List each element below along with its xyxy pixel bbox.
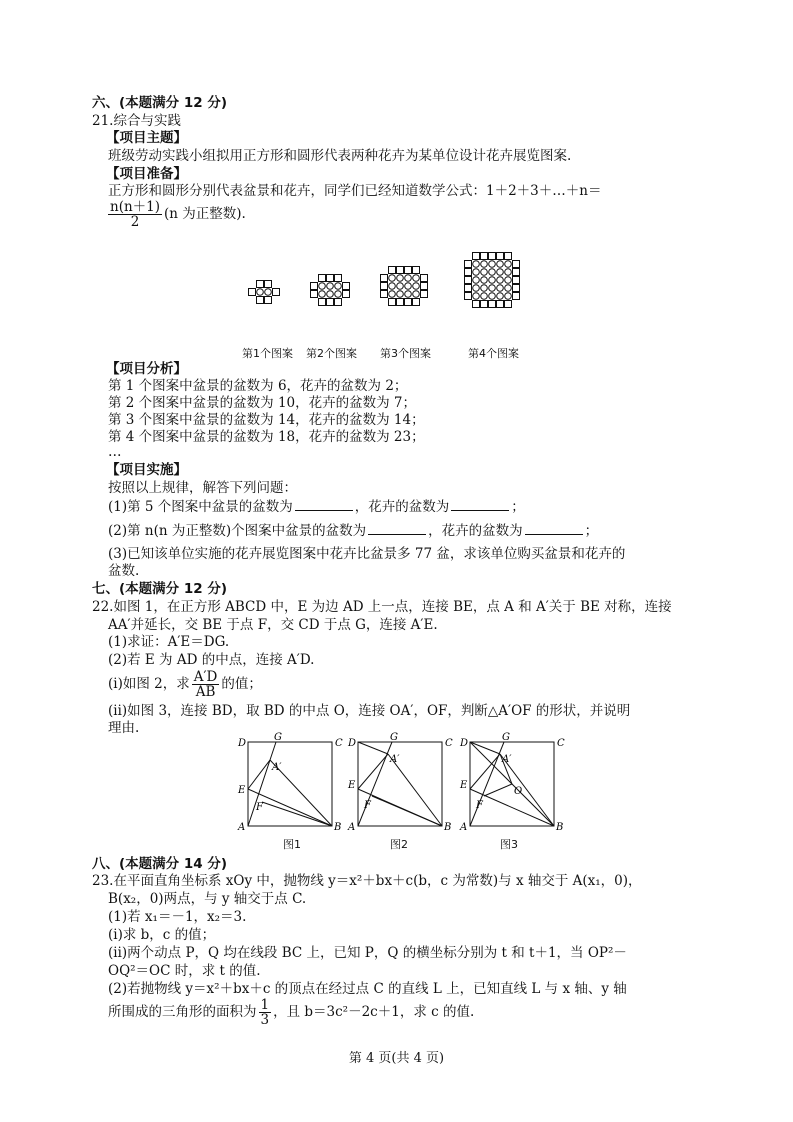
q22-line-3: (1)求证：A′E＝DG. (108, 634, 230, 650)
q22-figure-2-label: 图2 (390, 838, 408, 851)
section-six-heading: 六、(本题满分 12 分) (92, 95, 228, 111)
potted-plant-square (513, 261, 520, 268)
flower-circle (497, 269, 504, 276)
fig1-label-D: D (238, 738, 247, 749)
fig3-label-O: O (514, 786, 523, 797)
flower-circle (497, 277, 504, 284)
q23-area-fraction (259, 998, 272, 1027)
q23-line-4: (ⅰ)求 b，c 的值； (108, 927, 216, 943)
flower-circle (397, 283, 404, 290)
fig2-label-C: C (445, 738, 453, 749)
fig3-segment-DA1 (470, 742, 500, 754)
flower-circle (481, 269, 488, 276)
potted-plant-square (481, 253, 488, 260)
fig2-segment-EA1 (358, 754, 388, 789)
flower-circle (397, 291, 404, 298)
q22-figure-1-label: 图1 (283, 838, 301, 851)
potted-plant-square (265, 297, 272, 304)
q21-prep-formula (106, 200, 246, 229)
q23-line8-b: ，且 b＝3c²－2c＋1，求 c 的值. (273, 1004, 475, 1020)
q23-line-5: (ⅱ)两个动点 P，Q 均在线段 BC 上，已知 P，Q 的横坐标分别为 t 和 t＋1，当 OP²－ (108, 945, 627, 961)
section-eight-heading: 八、(本题满分 14 分) (92, 856, 228, 872)
q21-analysis-line-1: 第 1 个图案中盆景的盆数为 6，花卉的盆数为 2； (108, 378, 408, 394)
potted-plant-square (413, 299, 420, 306)
q22-line-2: AA′并延长，交 BE 于点 F，交 CD 于点 G，连接 A′E. (108, 617, 438, 633)
potted-plant-square (311, 283, 318, 290)
potted-plant-square (465, 293, 472, 300)
fig1-label-A: A (238, 822, 246, 832)
q21-p2-text-c: ； (584, 523, 599, 539)
q21-impl-heading: 【项目实施】 (106, 462, 187, 478)
flower-circle (405, 283, 412, 290)
flower-circle (473, 293, 480, 300)
fig3-label-G: G (502, 732, 510, 743)
q21-p1-blank-a[interactable] (295, 498, 353, 511)
potted-plant-square (421, 275, 428, 282)
potted-plant-square (257, 297, 264, 304)
potted-plant-square (343, 291, 350, 298)
flower-circle (505, 269, 512, 276)
q22-line-4: (2)若 E 为 AD 的中点，连接 A′D. (108, 652, 315, 668)
potted-plant-square (397, 299, 404, 306)
fig2-label-F: F (364, 800, 371, 811)
flower-circle (505, 261, 512, 268)
flower-circle (335, 291, 342, 298)
flower-circle (497, 293, 504, 300)
q21-theme-heading: 【项目主题】 (106, 130, 187, 146)
q23-area-numerator: 1 (260, 997, 270, 1013)
q22-line5-a: (ⅰ)如图 2，求 (108, 676, 190, 692)
potted-plant-square (343, 283, 350, 290)
q21-title: 21.综合与实践 (92, 113, 181, 129)
potted-plant-square (465, 285, 472, 292)
fig3-label-A: A (460, 822, 468, 832)
flower-circle (413, 283, 420, 290)
fig3-label-E: E (460, 780, 468, 791)
potted-plant-square (389, 299, 396, 306)
fig1-label-F: F (256, 802, 263, 813)
q21-p1-text-a: (1)第 5 个图案中盆景的盆数为 (108, 499, 293, 515)
potted-plant-square (327, 275, 334, 282)
flower-circle (327, 291, 334, 298)
flower-circle (405, 291, 412, 298)
q21-prep-text: 正方形和圆形分别代表盆景和花卉，同学们已经知道数学公式：1＋2＋3＋…＋n＝ (108, 183, 602, 199)
q21-impl-intro: 按照以上规律，解答下列问题： (108, 480, 297, 496)
q21-p2-blank-a[interactable] (368, 522, 426, 535)
q21-p1-text-b: ，花卉的盆数为 (354, 499, 450, 515)
flower-circle (489, 285, 496, 292)
flower-circle (473, 269, 480, 276)
pattern-label-2: 第2个图案 (306, 347, 357, 360)
q21-formula-fraction (108, 200, 162, 229)
fig1-segment-EA1 (248, 760, 270, 789)
fig2-label-B: B (444, 822, 452, 832)
flower-circle (473, 261, 480, 268)
q21-analysis-heading: 【项目分析】 (106, 361, 187, 377)
potted-plant-square (335, 299, 342, 306)
flower-circle (505, 293, 512, 300)
potted-plant-square (513, 277, 520, 284)
potted-plant-square (473, 301, 480, 308)
q21-p2-blank-b[interactable] (525, 522, 583, 535)
q21-formula-tail: (n 为正整数). (164, 206, 246, 222)
potted-plant-square (327, 299, 334, 306)
potted-plant-square (381, 283, 388, 290)
potted-plant-square (481, 301, 488, 308)
fig3-label-C: C (557, 738, 565, 749)
q23-line-2: B(x₂，0)两点，与 y 轴交于点 C. (108, 891, 307, 907)
potted-plant-square (257, 281, 264, 288)
potted-plant-square (465, 261, 472, 268)
flower-circle (489, 277, 496, 284)
flower-circle (335, 283, 342, 290)
page-footer: 第 4 页(共 4 页) (348, 1051, 445, 1066)
fig1-label-E: E (238, 785, 246, 796)
potted-plant-square (421, 283, 428, 290)
flower-circle (473, 277, 480, 284)
potted-plant-square (319, 299, 326, 306)
potted-plant-square (397, 267, 404, 274)
q22-ratio-numerator: A′D (193, 669, 218, 685)
fig1-segment-FB (262, 802, 332, 826)
potted-plant-square (381, 275, 388, 282)
flower-circle (505, 285, 512, 292)
q21-p2-text-a: (2)第 n(n 为正整数)个图案中盆景的盆数为 (108, 523, 367, 539)
potted-plant-square (273, 289, 280, 296)
q21-theme-text: 班级劳动实践小组拟用正方形和圆形代表两种花卉为某单位设计花卉展览图案. (108, 148, 572, 164)
potted-plant-square (465, 269, 472, 276)
fig2-label-A1: A′ (390, 754, 400, 765)
fig1-label-A1: A′ (272, 762, 282, 773)
fig3-label-F: F (476, 800, 483, 811)
fig1-label-G: G (274, 732, 282, 743)
flower-circle (389, 283, 396, 290)
flower-circle (481, 285, 488, 292)
q21-p3-line-2: 盆数. (108, 563, 140, 579)
pattern-label-3: 第3个图案 (380, 347, 431, 360)
q22-line-1: 22.如图 1，在正方形 ABCD 中，E 为边 AD 上一点，连接 BE，点 A 和 A′关于 BE 对称，连接 (92, 599, 672, 615)
fig3-segment-EA1 (470, 754, 500, 789)
potted-plant-square (473, 253, 480, 260)
potted-plant-square (513, 285, 520, 292)
q21-analysis-line-4: 第 4 个图案中盆景的盆数为 18，花卉的盆数为 23； (108, 429, 425, 445)
potted-plant-square (413, 267, 420, 274)
potted-plant-square (381, 291, 388, 298)
flower-circle (389, 275, 396, 282)
flower-circle (327, 283, 334, 290)
fig2-label-E: E (348, 780, 356, 791)
potted-plant-square (489, 253, 496, 260)
q22-line-6: (ⅱ)如图 3，连接 BD，取 BD 的中点 O，连接 OA′，OF，判断△A′OF 的形状，并说明 (108, 703, 631, 719)
flower-circle (413, 275, 420, 282)
fig3-label-B: B (556, 822, 564, 832)
q23-line-6: OQ²＝OC 时，求 t 的值. (108, 963, 261, 979)
q21-analysis-ellipsis: … (108, 444, 122, 460)
flower-circle (497, 285, 504, 292)
fig1-label-C: C (335, 738, 343, 749)
pattern-label-1: 第1个图案 (242, 347, 293, 360)
q22-line5-b: 的值； (221, 676, 262, 692)
fig1-square (248, 742, 332, 826)
pattern-label-4: 第4个图案 (468, 347, 519, 360)
fig2-label-G: G (390, 732, 398, 743)
potted-plant-square (265, 281, 272, 288)
fig1-label-B: B (334, 822, 342, 832)
flower-circle (505, 277, 512, 284)
q23-line-8 (108, 998, 474, 1027)
q21-part-1 (108, 498, 525, 516)
q21-prep-heading: 【项目准备】 (106, 166, 187, 182)
flower-circle (319, 291, 326, 298)
flower-circle (481, 277, 488, 284)
q23-line8-a: 所围成的三角形的面积为 (108, 1004, 257, 1020)
fig2-label-D: D (348, 738, 357, 749)
q22-line-5 (108, 670, 262, 699)
flower-circle (489, 293, 496, 300)
fig2-segment-DA1 (358, 742, 388, 754)
q21-formula-numerator: n(n＋1) (110, 199, 161, 215)
q22-figure-1 (234, 732, 344, 832)
flower-circle (489, 269, 496, 276)
q21-analysis-line-3: 第 3 个图案中盆景的盆数为 14，花卉的盆数为 14； (108, 412, 425, 428)
potted-plant-square (405, 299, 412, 306)
q22-figure-3 (456, 732, 566, 832)
potted-plant-square (335, 275, 342, 282)
fig2-square (358, 742, 442, 826)
flower-circle (489, 261, 496, 268)
potted-plant-square (497, 253, 504, 260)
fig2-label-A: A (348, 822, 356, 832)
potted-plant-square (489, 301, 496, 308)
potted-plant-square (389, 267, 396, 274)
potted-plant-square (311, 291, 318, 298)
flower-circle (481, 293, 488, 300)
flower-circle (473, 285, 480, 292)
flower-circle (257, 289, 264, 296)
q23-area-denominator: 3 (260, 1012, 270, 1028)
potted-plant-square (513, 293, 520, 300)
flower-circle (497, 261, 504, 268)
potted-plant-square (319, 275, 326, 282)
flower-circle (265, 289, 272, 296)
q23-line-7: (2)若抛物线 y＝x²＋bx＋c 的顶点在经过点 C 的直线 L 上，已知直线 L 与 x 轴、y 轴 (108, 981, 627, 997)
flower-circle (389, 291, 396, 298)
q21-formula-denominator: 2 (130, 214, 140, 230)
q22-line-7: 理由. (108, 720, 140, 736)
q21-part-2 (108, 522, 598, 540)
potted-plant-square (505, 253, 512, 260)
potted-plant-square (405, 267, 412, 274)
q21-p2-text-b: ，花卉的盆数为 (428, 523, 523, 539)
flower-circle (397, 275, 404, 282)
potted-plant-square (249, 289, 256, 296)
fig2-segment-FB (372, 796, 442, 826)
section-seven-heading: 七、(本题满分 12 分) (92, 581, 228, 597)
q21-p1-blank-b[interactable] (451, 498, 509, 511)
potted-plant-square (497, 301, 504, 308)
q23-line-1: 23.在平面直角坐标系 xOy 中，抛物线 y＝x²＋bx＋c(b，c 为常数)与 x 轴交于 A(x₁，0)， (92, 873, 642, 889)
flower-circle (413, 291, 420, 298)
potted-plant-square (513, 269, 520, 276)
potted-plant-square (505, 301, 512, 308)
q22-ratio-denominator: AB (195, 684, 216, 700)
q22-figure-3-label: 图3 (500, 838, 518, 851)
q21-analysis-line-2: 第 2 个图案中盆景的盆数为 10，花卉的盆数为 7； (108, 395, 417, 411)
q21-p1-text-c: ； (511, 499, 525, 515)
q21-p3-line-1: (3)已知该单位实施的花卉展览图案中花卉比盆景多 77 盆，求该单位购买盆景和花卉的 (108, 546, 626, 562)
q22-ratio-fraction (192, 670, 220, 699)
flower-circle (405, 275, 412, 282)
fig3-segment-OF (484, 784, 512, 796)
fig3-label-D: D (460, 738, 469, 749)
q23-line-3: (1)若 x₁＝－1，x₂＝3. (108, 909, 247, 925)
potted-plant-square (421, 291, 428, 298)
flower-circle (481, 261, 488, 268)
q21-pattern-figures (240, 232, 550, 342)
flower-circle (319, 283, 326, 290)
fig3-label-A1: A′ (502, 754, 512, 765)
potted-plant-square (465, 277, 472, 284)
q22-figure-2 (344, 732, 454, 832)
